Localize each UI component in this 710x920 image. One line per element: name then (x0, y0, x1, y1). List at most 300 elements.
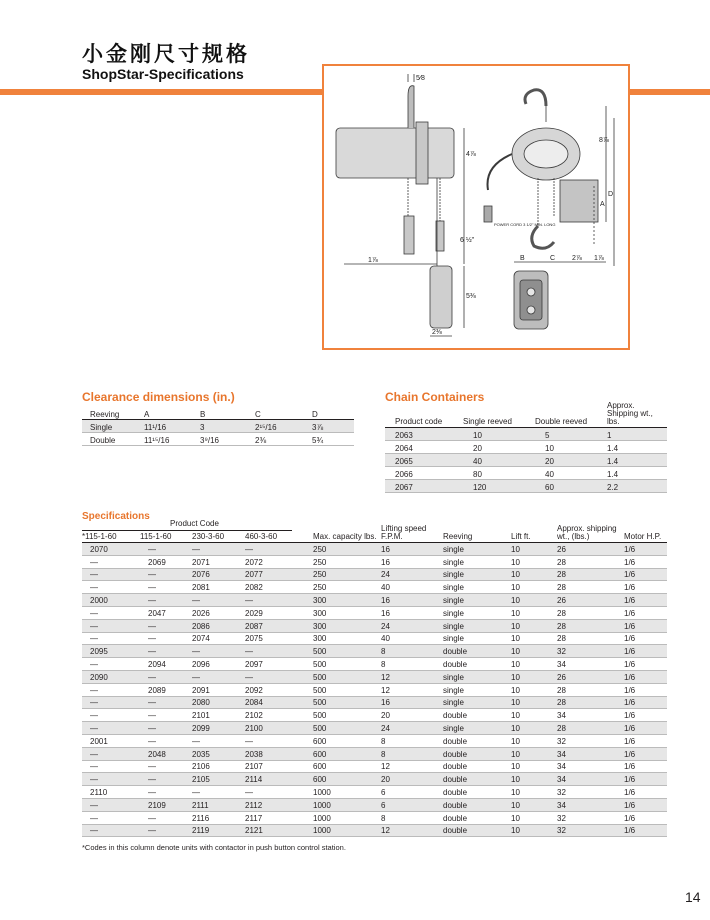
table-cell: — (82, 568, 140, 581)
table-cell: 2106 (192, 760, 245, 773)
table-cell: — (245, 594, 313, 607)
column-header: Product code (385, 402, 463, 428)
table-row (385, 441, 667, 454)
table-cell: 16 (381, 555, 443, 568)
table-cell: 1000 (313, 786, 381, 799)
table-cell: 2095 (82, 645, 140, 658)
table-cell: 300 (313, 606, 381, 619)
table-cell: 34 (557, 747, 624, 760)
table-cell: 32 (557, 786, 624, 799)
table-cell: 2065 (385, 454, 463, 467)
table-cell: 1.4 (607, 454, 667, 467)
table-cell: 10 (511, 645, 557, 658)
table-cell: 2067 (385, 480, 463, 493)
dim-label: 5⅜ (466, 293, 476, 300)
table-cell: 250 (313, 555, 381, 568)
table-cell: 34 (557, 773, 624, 786)
table-cell: single (443, 670, 511, 683)
table-cell: 2099 (192, 722, 245, 735)
table-cell: 10 (511, 683, 557, 696)
table-cell: 10 (511, 632, 557, 645)
table-cell: 28 (557, 606, 624, 619)
table-cell: 1/6 (624, 606, 667, 619)
table-cell: 24 (381, 619, 443, 632)
page-number: 14 (685, 889, 701, 905)
dim-label: 2⅞ (572, 255, 582, 262)
table-cell: — (140, 696, 192, 709)
column-header: Reeving (443, 519, 511, 543)
table-row (82, 658, 667, 671)
table-cell: 5 (535, 428, 607, 441)
table-cell: 300 (313, 619, 381, 632)
table-cell: — (245, 786, 313, 799)
table-cell: 2091 (192, 683, 245, 696)
table-cell: — (140, 543, 192, 556)
table-cell: — (192, 786, 245, 799)
table-row (82, 433, 354, 446)
table-cell: — (82, 696, 140, 709)
table-cell: 1/6 (624, 670, 667, 683)
table-cell: 120 (463, 480, 535, 493)
table-cell: 2121 (245, 824, 313, 837)
table-cell: 1/6 (624, 645, 667, 658)
page-title-chinese: 小金刚尺寸规格 (82, 41, 250, 66)
table-cell: — (140, 581, 192, 594)
table-cell: 3 (200, 420, 255, 433)
pendant-side (430, 266, 452, 328)
table-cell: — (140, 824, 192, 837)
column-header: Double reeved (535, 402, 607, 428)
table-cell: 2070 (82, 543, 140, 556)
table-cell: 10 (511, 811, 557, 824)
table-cell: 2110 (82, 786, 140, 799)
table-cell: — (82, 824, 140, 837)
table-cell: 1/6 (624, 543, 667, 556)
table-cell: double (443, 645, 511, 658)
table-cell: — (140, 645, 192, 658)
table-cell: 1/6 (624, 696, 667, 709)
table-row (82, 747, 667, 760)
table-cell: 250 (313, 568, 381, 581)
table-cell: 2000 (82, 594, 140, 607)
table-cell: 28 (557, 722, 624, 735)
dim-letter: B (520, 255, 525, 262)
table-cell: 2064 (385, 441, 463, 454)
table-cell: 2076 (192, 568, 245, 581)
clearance-title: Clearance dimensions (in.) (82, 390, 235, 404)
table-cell: 32 (557, 811, 624, 824)
table-cell: 2084 (245, 696, 313, 709)
table-cell: 2074 (192, 632, 245, 645)
table-cell: 2⅜ (255, 433, 312, 446)
table-cell: 500 (313, 722, 381, 735)
table-row (82, 824, 667, 837)
table-row (385, 480, 667, 493)
table-header-row (385, 402, 667, 428)
table-row (82, 696, 667, 709)
table-cell: 6 (381, 798, 443, 811)
table-cell: 500 (313, 658, 381, 671)
table-row (82, 722, 667, 735)
table-cell: 11¹⁵/16 (144, 433, 200, 446)
table-cell: double (443, 811, 511, 824)
table-row (82, 594, 667, 607)
table-cell: — (245, 670, 313, 683)
table-row (82, 543, 667, 556)
table-cell: 2117 (245, 811, 313, 824)
table-cell: 40 (463, 454, 535, 467)
table-cell: 1/6 (624, 619, 667, 632)
table-cell: 500 (313, 670, 381, 683)
table-cell: 10 (511, 760, 557, 773)
table-cell: single (443, 555, 511, 568)
specifications-body (82, 543, 667, 837)
table-cell: 2026 (192, 606, 245, 619)
table-cell: — (192, 594, 245, 607)
table-cell: — (82, 658, 140, 671)
table-cell: 11¹/16 (144, 420, 200, 433)
table-cell: 300 (313, 594, 381, 607)
table-row (82, 619, 667, 632)
table-cell: 2077 (245, 568, 313, 581)
table-cell: 2029 (245, 606, 313, 619)
table-cell: 2097 (245, 658, 313, 671)
table-cell: 5¾ (312, 433, 354, 446)
table-cell: 10 (511, 606, 557, 619)
table-cell: — (140, 734, 192, 747)
table-cell: 600 (313, 734, 381, 747)
table-cell: 28 (557, 581, 624, 594)
clearance-table (82, 407, 354, 446)
table-row (82, 420, 354, 433)
table-cell: 40 (381, 632, 443, 645)
table-cell: 1/6 (624, 555, 667, 568)
table-cell: 2072 (245, 555, 313, 568)
table-cell: 10 (511, 722, 557, 735)
table-cell: 1/6 (624, 581, 667, 594)
table-cell: 10 (511, 773, 557, 786)
table-cell: 10 (511, 594, 557, 607)
table-cell: — (82, 619, 140, 632)
table-cell: 2038 (245, 747, 313, 760)
product-code-label: Product Code (170, 519, 219, 528)
table-cell: — (140, 709, 192, 722)
table-cell: — (192, 734, 245, 747)
table-cell: — (140, 760, 192, 773)
table-cell: 20 (463, 441, 535, 454)
table-cell: — (82, 811, 140, 824)
table-cell: 2112 (245, 798, 313, 811)
column-header: Approx. Shipping wt., lbs. (607, 402, 667, 428)
table-cell: 1/6 (624, 568, 667, 581)
table-cell: 1 (607, 428, 667, 441)
table-cell: 28 (557, 619, 624, 632)
table-cell: 26 (557, 594, 624, 607)
table-cell: 1/6 (624, 811, 667, 824)
footnote: *Codes in this column denote units with contactor in push button control station. (82, 843, 346, 852)
table-cell: double (443, 786, 511, 799)
table-row (82, 670, 667, 683)
table-cell: 10 (463, 428, 535, 441)
table-cell: — (82, 722, 140, 735)
hoist-dimension-drawing (322, 64, 630, 350)
table-row (82, 632, 667, 645)
table-cell: 16 (381, 594, 443, 607)
table-cell: 2069 (140, 555, 192, 568)
table-header-row (82, 519, 667, 543)
table-cell: 28 (557, 555, 624, 568)
table-cell: 1.4 (607, 441, 667, 454)
table-cell: — (140, 670, 192, 683)
table-cell: 80 (463, 467, 535, 480)
table-cell: 2107 (245, 760, 313, 773)
table-cell: 10 (535, 441, 607, 454)
table-cell: 2071 (192, 555, 245, 568)
table-cell: 1/6 (624, 798, 667, 811)
table-cell: single (443, 606, 511, 619)
table-cell: 2063 (385, 428, 463, 441)
table-cell: 10 (511, 543, 557, 556)
table-cell: 2048 (140, 747, 192, 760)
dim-letter: A (600, 201, 605, 208)
table-cell: 2096 (192, 658, 245, 671)
table-cell: 1/6 (624, 658, 667, 671)
table-cell: 500 (313, 645, 381, 658)
table-cell: double (443, 760, 511, 773)
table-row (82, 786, 667, 799)
table-cell: — (140, 619, 192, 632)
table-cell: 32 (557, 824, 624, 837)
table-cell: Single (82, 420, 144, 433)
table-cell: 10 (511, 581, 557, 594)
dim-label: 5⁄8 (416, 75, 425, 82)
table-cell: — (192, 670, 245, 683)
table-cell: 500 (313, 683, 381, 696)
table-cell: 1/6 (624, 760, 667, 773)
table-cell: double (443, 734, 511, 747)
table-cell: 1000 (313, 798, 381, 811)
column-header: Reeving (82, 407, 144, 420)
table-cell: 1/6 (624, 734, 667, 747)
table-cell: double (443, 798, 511, 811)
column-header: Single reeved (463, 402, 535, 428)
dim-label: 1⅞ (368, 257, 378, 264)
table-cell: 10 (511, 734, 557, 747)
table-row (82, 734, 667, 747)
table-cell: 26 (557, 670, 624, 683)
table-cell: 2111 (192, 798, 245, 811)
table-cell: — (82, 632, 140, 645)
column-header: Lifting speed F.P.M. (381, 519, 443, 543)
table-cell: 600 (313, 773, 381, 786)
table-cell: — (245, 543, 313, 556)
table-cell: 2092 (245, 683, 313, 696)
table-cell: 6 (381, 786, 443, 799)
table-cell: double (443, 709, 511, 722)
table-cell: double (443, 747, 511, 760)
table-cell: 10 (511, 709, 557, 722)
table-cell: 10 (511, 786, 557, 799)
table-cell: 8 (381, 658, 443, 671)
table-cell: 1/6 (624, 722, 667, 735)
table-cell: 1/6 (624, 786, 667, 799)
table-cell: 1/6 (624, 773, 667, 786)
table-cell: 24 (381, 568, 443, 581)
chain-container (560, 180, 598, 222)
table-cell: 1000 (313, 824, 381, 837)
table-cell: 2102 (245, 709, 313, 722)
table-cell: 32 (557, 734, 624, 747)
table-cell: — (82, 555, 140, 568)
bottom-hook-front (532, 226, 554, 248)
table-cell: 10 (511, 619, 557, 632)
table-cell: — (140, 811, 192, 824)
table-row (82, 683, 667, 696)
table-row (82, 798, 667, 811)
table-cell: single (443, 632, 511, 645)
dim-label: 4⅞ (466, 151, 476, 158)
table-row (82, 760, 667, 773)
table-cell: double (443, 658, 511, 671)
table-row (82, 568, 667, 581)
specifications-title: Specifications (82, 511, 150, 522)
table-cell: 60 (535, 480, 607, 493)
column-header: D (312, 407, 354, 420)
column-header: 115-1-60 (140, 519, 192, 543)
table-cell: — (140, 786, 192, 799)
table-cell: 10 (511, 658, 557, 671)
table-cell: single (443, 543, 511, 556)
table-cell: 2119 (192, 824, 245, 837)
table-cell: 1/6 (624, 747, 667, 760)
table-cell: 2082 (245, 581, 313, 594)
table-cell: 2089 (140, 683, 192, 696)
table-cell: — (192, 645, 245, 658)
table-cell: 1/6 (624, 632, 667, 645)
table-cell: 20 (535, 454, 607, 467)
table-cell: 2105 (192, 773, 245, 786)
dim-letter: C (550, 255, 556, 262)
table-cell: single (443, 568, 511, 581)
table-cell: 28 (557, 568, 624, 581)
table-cell: — (140, 594, 192, 607)
table-cell: 300 (313, 632, 381, 645)
table-cell: 34 (557, 798, 624, 811)
table-cell: 2114 (245, 773, 313, 786)
column-header: 230-3-60 (192, 519, 245, 543)
page-title: ShopStar-Specifications (82, 66, 244, 82)
table-cell: 2¹⁵/16 (255, 420, 312, 433)
table-row (385, 428, 667, 441)
table-cell: 2100 (245, 722, 313, 735)
table-cell: 2081 (192, 581, 245, 594)
table-cell: 40 (381, 581, 443, 594)
table-cell: 2116 (192, 811, 245, 824)
table-cell: 34 (557, 658, 624, 671)
table-cell: 2080 (192, 696, 245, 709)
table-cell: 1/6 (624, 683, 667, 696)
column-header: Motor H.P. (624, 519, 667, 543)
table-cell: 24 (381, 722, 443, 735)
chain-containers-table (385, 402, 667, 493)
table-cell: Double (82, 433, 144, 446)
table-cell: 16 (381, 543, 443, 556)
table-cell: single (443, 619, 511, 632)
table-cell: 20 (381, 709, 443, 722)
table-cell: — (82, 773, 140, 786)
table-row (385, 454, 667, 467)
table-cell: 26 (557, 543, 624, 556)
table-cell: 2035 (192, 747, 245, 760)
dim-label: 2⅜ (432, 329, 442, 336)
table-cell: — (192, 543, 245, 556)
table-cell: 3⅞ (312, 420, 354, 433)
specifications-table (82, 519, 667, 837)
table-cell: 28 (557, 632, 624, 645)
table-cell: 2094 (140, 658, 192, 671)
table-cell: 10 (511, 824, 557, 837)
chain-containers-title: Chain Containers (385, 390, 485, 404)
dim-label: 8⅞ (599, 137, 609, 144)
table-cell: 1000 (313, 811, 381, 824)
table-cell: 600 (313, 760, 381, 773)
table-header-row (82, 407, 354, 420)
dim-label: 6 ½" (460, 237, 475, 244)
table-cell: 32 (557, 645, 624, 658)
table-cell: 34 (557, 760, 624, 773)
table-cell: — (82, 606, 140, 619)
table-cell: — (82, 747, 140, 760)
table-cell: 20 (381, 773, 443, 786)
table-cell: single (443, 594, 511, 607)
table-cell: 1.4 (607, 467, 667, 480)
table-cell: — (82, 581, 140, 594)
table-cell: 2001 (82, 734, 140, 747)
hoist-body-side (336, 128, 454, 178)
table-cell: 12 (381, 683, 443, 696)
table-cell: 28 (557, 696, 624, 709)
table-cell: — (140, 632, 192, 645)
table-cell: 8 (381, 811, 443, 824)
table-cell: — (140, 722, 192, 735)
table-row (385, 467, 667, 480)
table-cell: 10 (511, 555, 557, 568)
top-hook-side (408, 86, 414, 128)
table-row (82, 811, 667, 824)
column-header: Approx. shipping wt., (lbs.) (557, 519, 624, 543)
table-cell: — (82, 709, 140, 722)
table-cell: 2066 (385, 467, 463, 480)
column-header: *115-1-60 (82, 519, 140, 543)
table-cell: 10 (511, 798, 557, 811)
table-cell: 12 (381, 670, 443, 683)
table-cell: 2087 (245, 619, 313, 632)
top-hook-front (525, 90, 546, 106)
column-header: B (200, 407, 255, 420)
table-cell: 250 (313, 543, 381, 556)
dim-letter: D (608, 191, 614, 198)
table-cell: 10 (511, 747, 557, 760)
table-cell: — (82, 798, 140, 811)
table-cell: 3⁹/16 (200, 433, 255, 446)
table-cell: 2086 (192, 619, 245, 632)
table-cell: 500 (313, 696, 381, 709)
table-cell: — (140, 568, 192, 581)
table-cell: 2090 (82, 670, 140, 683)
table-cell: — (245, 734, 313, 747)
table-cell: 16 (381, 606, 443, 619)
table-row (82, 555, 667, 568)
